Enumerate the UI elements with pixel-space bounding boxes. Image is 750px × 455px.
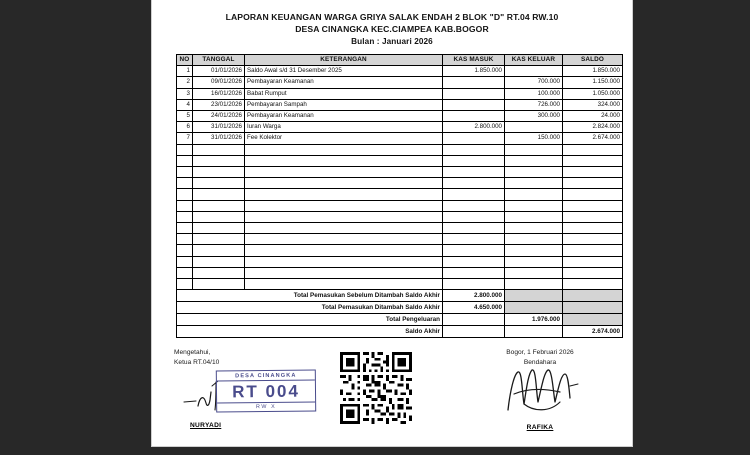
summary-kas-masuk [443,314,505,326]
cell-empty [177,256,193,267]
table-row [177,122,623,133]
cell-no: 6 [177,122,193,133]
cell-empty [443,155,505,166]
cell-saldo: 2.824.000 [563,122,623,133]
signature-footer [152,348,632,446]
cell-empty [563,189,623,200]
cell-empty [193,211,245,222]
table-body [177,66,623,290]
summary-kas-keluar [505,290,563,302]
document-header [152,0,632,48]
cell-empty [563,144,623,155]
table-row-empty [177,167,623,178]
cell-kas-masuk [443,99,505,110]
cell-no: 1 [177,66,193,77]
cell-tanggal: 31/01/2026 [193,133,245,144]
summary-saldo: 2.674.000 [563,326,623,338]
cell-empty [193,234,245,245]
table-row-empty [177,223,623,234]
cell-saldo: 1.150.000 [563,77,623,88]
cell-tanggal: 16/01/2026 [193,88,245,99]
table-row-empty [177,211,623,222]
table-summary-row [177,326,623,338]
cell-empty [563,245,623,256]
column-header-keterangan: KETERANGAN [245,55,443,66]
cell-empty [193,279,245,290]
cell-keterangan: Pembayaran Keamanan [245,111,443,122]
cell-empty [505,144,563,155]
cell-empty [563,155,623,166]
table-row [177,88,623,99]
table-summary-row [177,302,623,314]
column-header-tanggal: TANGGAL [193,55,245,66]
cell-empty [245,223,443,234]
cell-empty [443,279,505,290]
cell-empty [505,256,563,267]
table-summary-row [177,314,623,326]
left-signature-line-1: Mengetahui, [174,349,211,357]
cell-kas-keluar [505,66,563,77]
cell-empty [193,200,245,211]
cell-empty [245,245,443,256]
table-row-empty [177,267,623,278]
summary-saldo [563,302,623,314]
summary-label: Total Pemasukan Sebelum Ditambah Saldo Akhir [177,290,443,302]
cell-empty [177,245,193,256]
table-row [177,133,623,144]
cell-tanggal: 31/01/2026 [193,122,245,133]
report-title-line-1: LAPORAN KEUANGAN WARGA GRIYA SALAK ENDAH 2 BLOK "D" RT.04 RW.10 [225,12,559,22]
cell-empty [443,189,505,200]
cell-empty [245,189,443,200]
summary-kas-keluar: 1.976.000 [505,314,563,326]
cell-kas-masuk [443,88,505,99]
table-header-row [177,55,623,66]
cell-saldo: 324.000 [563,99,623,110]
cell-empty [443,234,505,245]
cell-saldo: 1.850.000 [563,66,623,77]
summary-kas-masuk: 2.800.000 [443,290,505,302]
cell-empty [563,234,623,245]
cell-kas-keluar: 100.000 [505,88,563,99]
cell-empty [505,279,563,290]
cell-empty [193,155,245,166]
stamp-top-text: DESA CINANGKA [217,371,315,382]
stamp-main-text: RT 004 [232,381,300,402]
cell-empty [245,155,443,166]
table-row-empty [177,256,623,267]
table-row [177,111,623,122]
cell-keterangan: Pembayaran Keamanan [245,77,443,88]
cell-empty [563,256,623,267]
cell-empty [177,155,193,166]
left-signer-name: NURYADI [190,422,222,430]
cell-empty [245,200,443,211]
cell-empty [443,211,505,222]
cell-empty [505,155,563,166]
signature-block-left [174,348,354,430]
cell-empty [177,189,193,200]
column-header-kas-keluar: KAS KELUAR [505,55,563,66]
summary-kas-masuk: 4.650.000 [443,302,505,314]
cell-kas-keluar [505,122,563,133]
cell-no: 3 [177,88,193,99]
cell-empty [563,211,623,222]
cell-keterangan: Saldo Awal s/d 31 Desember 2025 [245,66,443,77]
right-signer-name: RAFIKA [526,424,554,432]
left-signer-name-wrap [190,414,221,432]
handwritten-signature-right [498,362,588,414]
cell-empty [505,267,563,278]
ledger-table [176,54,623,338]
cell-tanggal: 01/01/2026 [193,66,245,77]
cell-empty [443,144,505,155]
cell-empty [193,267,245,278]
cell-kas-masuk [443,133,505,144]
table-row-empty [177,189,623,200]
table-summary-row [177,290,623,302]
summary-label: Total Pengeluaran [177,314,443,326]
cell-empty [245,267,443,278]
right-signer-name-wrap [470,416,610,434]
cell-empty [505,234,563,245]
cell-empty [193,256,245,267]
cell-empty [563,279,623,290]
summary-label: Total Pemasukan Ditambah Saldo Akhir [177,302,443,314]
report-period: Bulan : Januari 2026 [351,37,433,46]
cell-empty [177,279,193,290]
cell-keterangan: Babat Rumput [245,88,443,99]
summary-kas-keluar [505,326,563,338]
table-row [177,66,623,77]
cell-kas-masuk: 1.850.000 [443,66,505,77]
table-row-empty [177,144,623,155]
cell-kas-masuk [443,111,505,122]
cell-empty [193,178,245,189]
cell-empty [245,167,443,178]
cell-empty [563,167,623,178]
cell-empty [563,200,623,211]
cell-empty [177,234,193,245]
stamp-bottom-text: RW X [217,402,315,412]
cell-saldo: 24.000 [563,111,623,122]
cell-empty [177,200,193,211]
table-row-empty [177,234,623,245]
cell-empty [193,223,245,234]
qr-code[interactable] [340,352,412,424]
cell-empty [245,256,443,267]
cell-empty [177,178,193,189]
cell-saldo: 2.674.000 [563,133,623,144]
signature-block-right [470,348,610,432]
cell-empty [563,178,623,189]
cell-empty [177,267,193,278]
table-row-empty [177,279,623,290]
report-title-line-2: DESA CINANGKA KEC.CIAMPEA KAB.BOGOR [295,24,489,34]
cell-no: 4 [177,99,193,110]
cell-tanggal: 23/01/2026 [193,99,245,110]
table-row [177,77,623,88]
cell-empty [505,167,563,178]
cell-empty [245,234,443,245]
summary-kas-masuk [443,326,505,338]
cell-empty [193,144,245,155]
cell-kas-keluar: 300.000 [505,111,563,122]
document-page [152,0,632,446]
cell-empty [443,256,505,267]
column-header-no: NO [177,55,193,66]
cell-empty [193,167,245,178]
cell-tanggal: 09/01/2026 [193,77,245,88]
summary-label: Saldo Akhir [177,326,443,338]
cell-empty [563,223,623,234]
cell-empty [563,267,623,278]
cell-empty [505,200,563,211]
summary-kas-keluar [505,302,563,314]
cell-keterangan: Iuran Warga [245,122,443,133]
cell-empty [193,189,245,200]
left-signature-line-2: Ketua RT.04/10 [174,358,220,366]
cell-empty [505,223,563,234]
ledger-table-container [176,54,620,338]
cell-empty [177,211,193,222]
cell-empty [443,245,505,256]
cell-empty [505,245,563,256]
cell-no: 7 [177,133,193,144]
cell-empty [443,223,505,234]
table-summary [177,290,623,338]
cell-empty [193,245,245,256]
cell-empty [505,189,563,200]
column-header-kas-masuk: KAS MASUK [443,55,505,66]
cell-keterangan: Fee Kolektor [245,133,443,144]
right-signature-line-1: Bogor, 1 Februari 2026 [506,349,574,357]
table-header [177,55,623,66]
cell-empty [505,178,563,189]
cell-empty [177,144,193,155]
cell-kas-masuk: 2.800.000 [443,122,505,133]
cell-no: 5 [177,111,193,122]
table-row-empty [177,245,623,256]
rt-official-stamp [216,370,316,413]
summary-saldo [563,314,623,326]
cell-empty [443,200,505,211]
cell-empty [245,144,443,155]
cell-empty [505,211,563,222]
column-header-saldo: SALDO [563,55,623,66]
cell-empty [245,178,443,189]
table-row [177,99,623,110]
table-row-empty [177,155,623,166]
cell-empty [245,211,443,222]
cell-keterangan: Pembayaran Sampah [245,99,443,110]
cell-empty [177,167,193,178]
cell-empty [443,267,505,278]
cell-kas-masuk [443,77,505,88]
cell-empty [177,223,193,234]
table-row-empty [177,178,623,189]
cell-kas-keluar: 700.000 [505,77,563,88]
table-row-empty [177,200,623,211]
cell-empty [443,178,505,189]
cell-empty [245,279,443,290]
cell-saldo: 1.050.000 [563,88,623,99]
cell-kas-keluar: 726.000 [505,99,563,110]
cell-no: 2 [177,77,193,88]
cell-kas-keluar: 150.000 [505,133,563,144]
summary-saldo [563,290,623,302]
right-signature-line-2: Bendahara [523,358,557,366]
cell-empty [443,167,505,178]
cell-tanggal: 24/01/2026 [193,111,245,122]
